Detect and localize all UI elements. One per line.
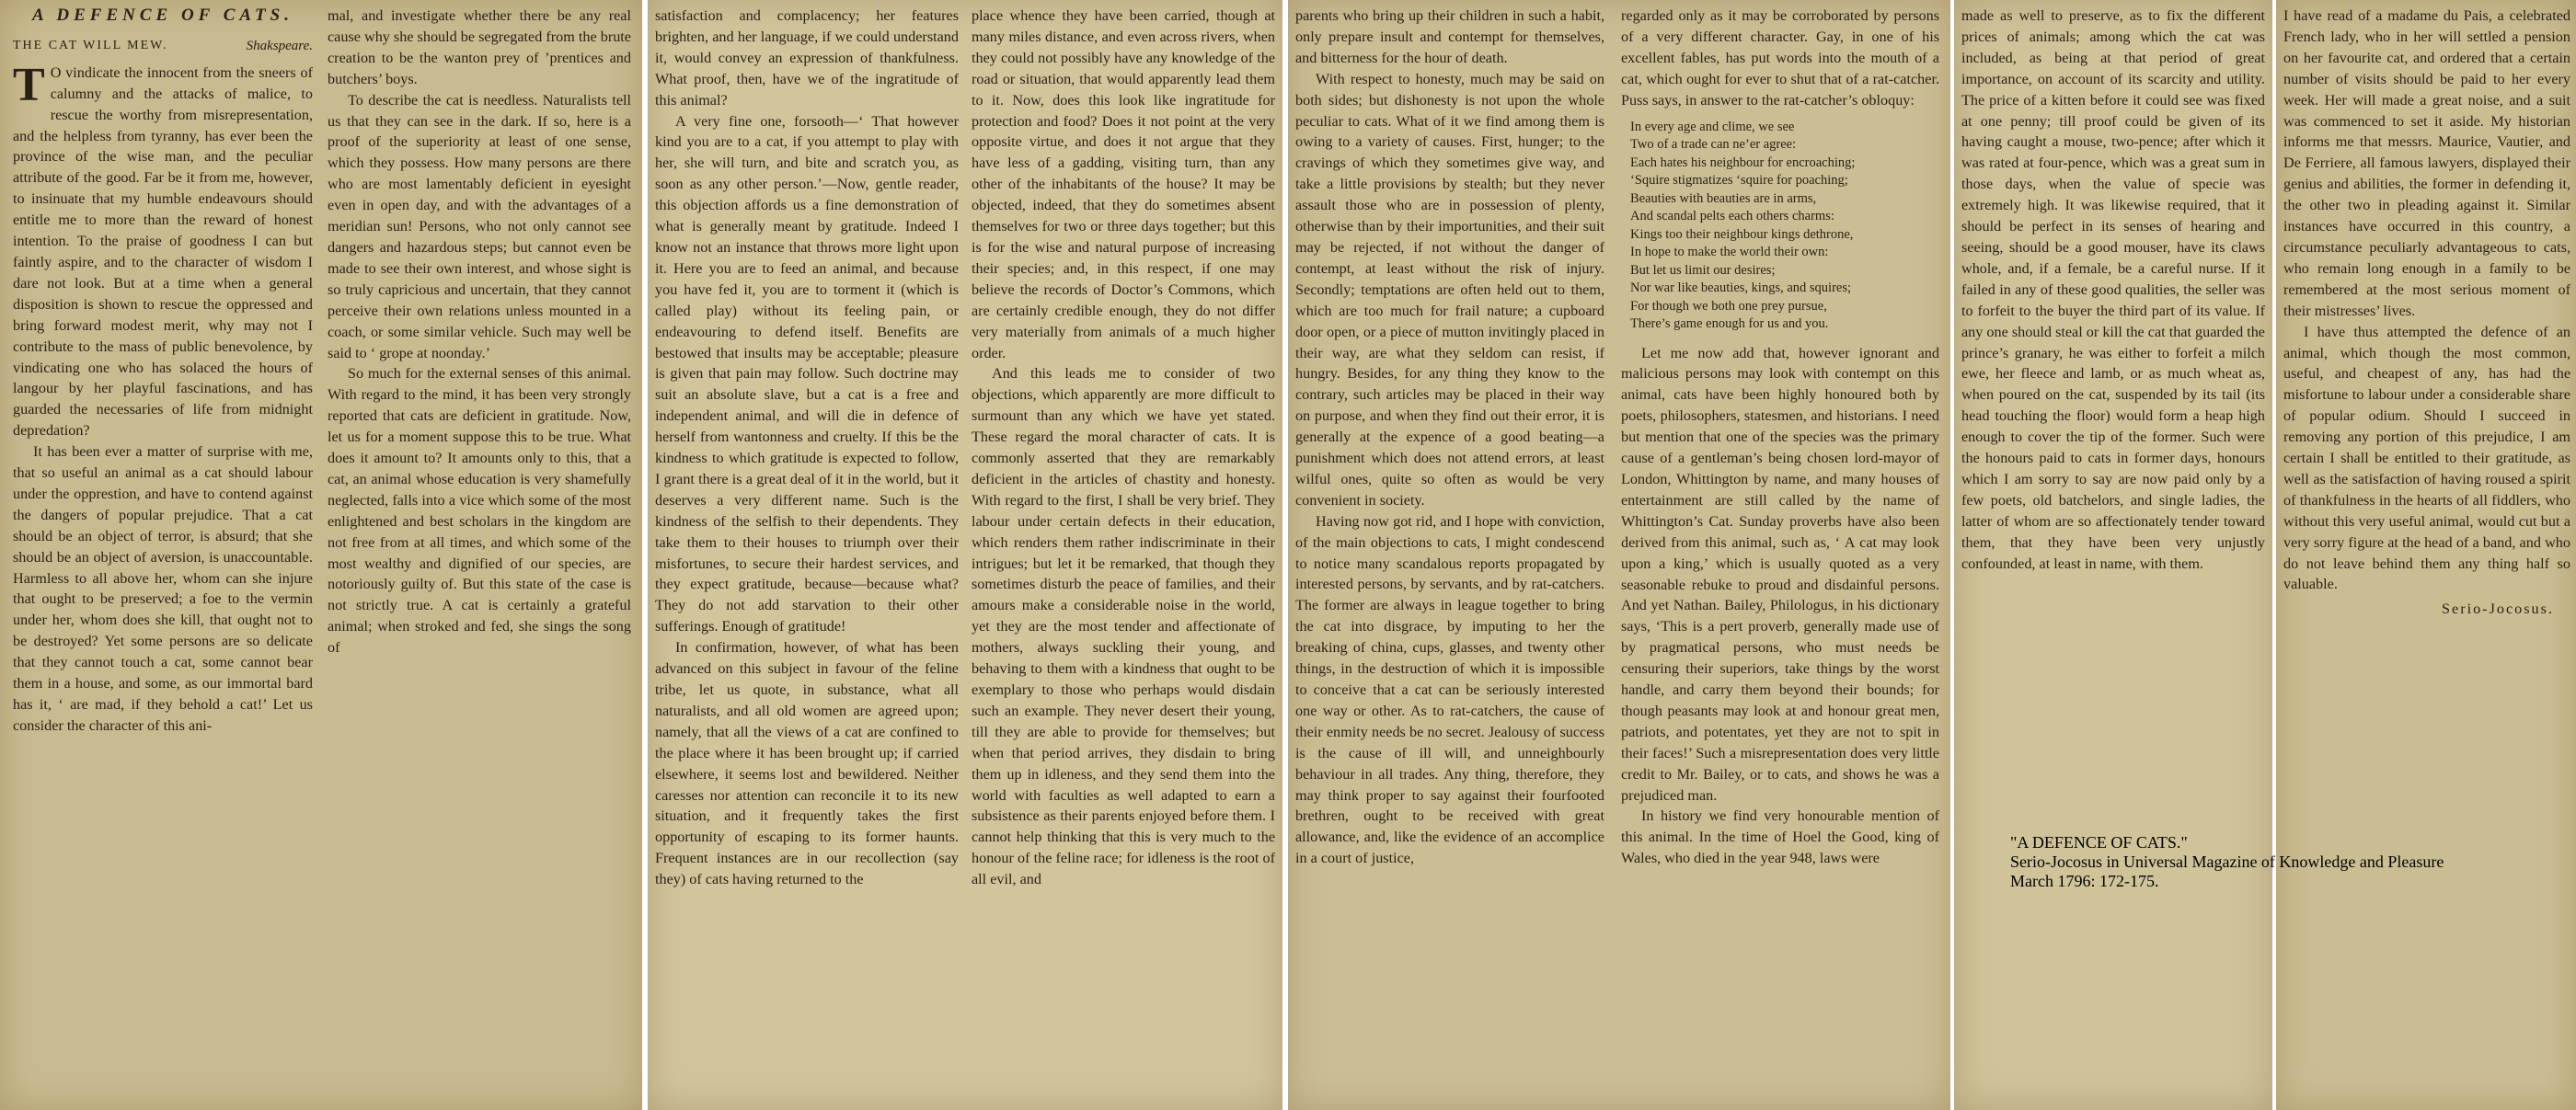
subtitle-text: THE CAT WILL MEW.: [13, 38, 168, 52]
paragraph: I have read of a madame du Pais, a celebrated French lady, who in her will settled a pension on her favourite cat, and ordered that a certain number of visits should be paid to her every week. Her will made a great noise, and a suit was commenced to set it aside. My historian informs me that messrs. Maurice, Vautier, and De Ferriere, all famous lawyers, displayed their genius and abilities, the former in defending it, the other two in pleading against it. Similar instances have occurred in this country, a circumstance peculiarly advantageous to cats, who remain long enough in a family to be remembered at the most serious moment of their mistresses’ lives.: [2283, 7, 2570, 319]
paragraph: It has been ever a matter of surprise with me, that so useful an animal as a cat should labour under the opprestion, and have to contend against the dangers of popular prejudice. That a cat should be an object of terror, is absurd; that she should be an object of aversion, is unaccountable. Harmless to all above her, whom can she injure that ought to be preserved; a foe to the vermin under her, whom does she kill, that ought not to be destroyed? Yet some persons are so delicate that they cannot touch a cat, some cannot bear them in a house, and some, as our immortal bard has it, ‘ are mad, if they behold a cat!’ Let us consider the character of this ani-: [13, 443, 313, 734]
poem-line: For though we both one prey pursue,: [1630, 298, 1827, 314]
poem: [1630, 119, 1939, 334]
poem-line: There’s game enough for us and you.: [1630, 316, 1829, 332]
caption-title: "A DEFENCE OF CATS.": [2010, 833, 2188, 852]
poem-line: In every age and clime, we see: [1630, 119, 1795, 134]
poem-line: In hope to make the world their own:: [1630, 245, 1829, 260]
source-caption: [2010, 833, 2562, 891]
paragraph: And this leads me to consider of two objections, which apparently are more difficult to surmount than any which we have yet stated. These regard the moral character of cats. It is commonly asserted that they are remarkably deficient in the articles of chastity and honesty. With regard to the first, I shall be very brief. They labour under certain defects in their education, which renders them rather indiscriminate in their intrigues; but let it be remarked, that though they sometimes disturb the peace of families, and their amours make a considerable noise in the world, yet they are the most tender and affectionate of mothers, always suckling their young, and behaving to them with a kindness that ought to be exemplary to those who perhaps would disdain such an example. They never desert their young, till they are able to provide for themselves; but when that period arrives, they disdain to bring them up in idleness, and they send them into the world with faculties as well adapted to earn a subsistence as their parents enjoyed before them. I cannot help thinking that this is very much to the honour of the feline race; for idleness is the root of all evil, and: [972, 365, 1275, 888]
paragraph: regarded only as it may be corroborated by persons of a very different character. Gay, in one of his excellent fables, has put words into the mouth of a cat, which ought for ever to shut that of a rat-catcher. Puss says, in answer to the rat-catcher’s obloquy:: [1621, 7, 1939, 109]
paragraph-text: O vindicate the innocent from the sneers of calumny and the attacks of malice, to rescue the worthy from misrepresentation, and the helpless from tyranny, has ever been the province of the wise man, and the peculiar attribute of the good. Far be it from me, however, to insinuate that my humble endeavours should entitle me to more than the reward of honest intention. To the praise of goodness I can but faintly aspire, and to the character of wisdom I dare not look. But at a time when a general disposition is shown to rescue the oppressed and bring forward modest merit, why may not I contribute to the mass of public benevolence, by vindicating one who has solaced the hours of langour by her playful fascinations, and has guarded the necessaries of life from midnight depredation?: [13, 63, 313, 440]
paragraph: Having now got rid, and I hope with conviction, of the main objections to cats, I might condescend to notice many scandalous reports propagated by interested persons, by servants, and by rat-catchers. The former are always in league together to bring the cat into disgrace, by imputing to her the breaking of china, cups, glasses, and twenty other things, in the destruction of which it is impossible to conceive that a cat can be seriously interested one way or other. As to rat-catchers, the cause of their enmity needs be no secret. Jealousy of success is the cause of ill will, and unneighbourly behaviour in all trades. Any thing, therefore, they may think proper to say against their fourfooted brethren, ought to be received with great allowance, and, like the evidence of an accomplice in a court of justice,: [1295, 512, 1604, 867]
column-4: [972, 6, 1275, 1105]
column-2: [328, 6, 631, 1105]
paragraph: satisfaction and complacency; her features brighten, and her language, if we could understand it, would convey an expression of thankfulness. What proof, then, have we of the ingratitude of this animal?: [655, 7, 959, 109]
paragraph: Let me now add that, however ignorant and malicious persons may look with contempt on this animal, cats have been highly honoured both by poets, philosophers, statesmen, and historians. I need but mention that one of the species was the primary cause of a gentleman’s being chosen lord-mayor of London, Whittington by name, and many houses of entertainment are still called by the name of Whittington’s Cat. Sunday proverbs have also been derived from this animal, such as, ‘ A cat may look upon a king,’ which is usually quoted as a very seasonable rebuke to proud and disdainful persons. And yet Nathan. Bailey, Philologus, in his dictionary says, ‘This is a pert proverb, generally made use of by pragmatical persons, who must needs be censuring their superiors, take things by the worst handle, and carry them beyond their bounds; for though peasants may look at and honour great men, patriots, and potentates, yet they are not to spit in their faces!’ Such a misrepresentation does very little credit to Mr. Bailey, or to cats, and shows he was a prejudiced man.: [1621, 344, 1939, 804]
caption-date: March 1796: 172-175.: [2010, 872, 2159, 890]
newsprint-strip-4: [1954, 0, 2272, 1110]
paragraph: parents who bring up their children in such a habit, only prepare insult and contempt for themselves, and bitterness for the hour of death.: [1295, 7, 1604, 66]
caption-source: Serio-Jocosus in Universal Magazine of Knowledge and Pleasure: [2010, 853, 2444, 871]
paragraph: I have thus attempted the defence of an animal, which though the most common, useful, and cheapest of any, has had the misfortune to labour under a considerable share of popular odium. Should I succeed in removing any portion of this prejudice, I am certain I shall be entitled to their gratitude, as well as the satisfaction of having roused a spirit of thankfulness in the hearts of all fiddlers, who without this very useful animal, would cut but a very sorry figure at the head of a band, and who do not leave behind them any thing half so valuable.: [2283, 323, 2570, 593]
paragraph: made as well to preserve, as to fix the different prices of animals; among which the cat was included, as being at that period of great importance, on account of its scarcity and utility. The price of a kitten before it could see was fixed at one penny; till proof could be given of its having caught a mouse, two-pence; after which it was rated at four-pence, which was a great sum in those days, when the value of specie was extremely high. It was likewise required, that it should be perfect in its senses of hearing and seeing, should be a good mouser, have its claws whole, and, if a female, be a careful nurse. If it failed in any of these good qualities, the seller was to forfeit to the buyer the third part of its value. If any one should steal or kill the cat that guarded the prince’s granary, he was either to forfeit a milch ewe, her fleece and lamb, or as much wheat as, when poured on the cat, suspended by its tail (its head touching the floor) would form a heap high enough to cover the tip of the former. Such were the honours paid to cats in former days, honours which I am sorry to say are now paid only by a few poets, old batchelors, and single ladies, the latter of whom are so affectionately tender toward them, that they have been very unjustly confounded, at least in name, with them.: [1961, 7, 2265, 572]
column-3: [655, 6, 959, 1105]
column-5: [1295, 6, 1604, 1105]
paragraph: mal, and investigate whether there be any real cause why she should be segregated from the brute creation to be the wanton prey of ’prentices and butchers’ boys.: [328, 7, 631, 87]
poem-line: Two of a trade can ne’er agree:: [1630, 137, 1797, 153]
paragraph: To describe the cat is needless. Naturalists tell us that they can see in the dark. If so, here is a proof of the superiority at least of one sense, which they possess. How many persons are there who are most lamentably deficient in eyesight even in open day, and with the advantages of a meridian sun! Persons, who not only cannot see dangers and hazardous steps; but cannot even be made to see their own interest, and whose sight is so truly capricious and uncertain, that they cannot perceive their own relations unless mounted in a coach, or some similar vehicle. Such may well be said to ‘ grope at noonday.’: [328, 91, 631, 361]
column-8: [2283, 6, 2570, 796]
paragraph: So much for the external senses of this animal. With regard to the mind, it has been very strongly reported that cats are deficient in gratitude. Now, let us for a moment suppose this to be true. What does it amount to? It amounts only to this, that a cat, an animal whose education is very shamefully neglected, falls into a vice which some of the most enlightened and best scholars in the kingdom are not free from at all times, and which some of the most wealthy and dignified of our species, are notoriously guilty of. But this state of the case is not strictly true. A cat is certainly a grateful animal; when stroked and fed, she sings the song of: [328, 365, 631, 657]
poem-line: Beauties with beauties are in arms,: [1630, 190, 1817, 206]
paragraph: With respect to honesty, much may be said on both sides; but dishonesty is not upon the whole peculiar to cats. What of it we find among them is owing to a variety of causes. First, hunger; to the cravings of which they sometimes give way, and take a little provisions by stealth; but they never assault those who are in possession of plenty, otherwise than by their importunities, and their suit may be rejected, if not without the danger of contempt, at least without the risk of injury. Secondly; temptations are often held out to them, which are too much for frail nature; a cupboard door open, or a piece of mutton invitingly placed in their way, are what they seldom can resist, if hungry. Besides, for any thing they know to the contrary, such articles may be placed in their way on purpose, and when they find out their error, it is generally at the expence of a good beating—a punishment which does not attend errors, at least wilful ones, quite so often as would be very convenient in society.: [1295, 70, 1604, 509]
poem-line: Nor war like beauties, kings, and squires;: [1630, 280, 1852, 296]
column-7: [1961, 6, 2265, 760]
newsprint-strip-3: [1288, 0, 1950, 1110]
paragraph: [13, 58, 313, 441]
poem-line: But let us limit our desires;: [1630, 262, 1776, 278]
poem-line: And scandal pelts each others charms:: [1630, 209, 1834, 224]
signature: Serio-Jocosus.: [2442, 601, 2554, 618]
newsprint-strip-1: [0, 0, 642, 1110]
drop-cap: T: [13, 58, 45, 111]
paragraph: place whence they have been carried, though at many miles distance, and even across rivers, when they could not possibly have any knowledge of the road or situation, that would apparently lead them to it. Now, does this look like ingratitude for protection and food? Does it not point at the very opposite virtue, and does it not argue that they have less of a gadding, visiting turn, than any other of the inhabitants of the house? It may be objected, indeed, that they do sometimes absent themselves for two or three days together; but this is for the wise and natural purpose of increasing their species; and, in this respect, if one may believe the records of Doctor’s Commons, which are certainly credible enough, they do not differ very materially from animals of a much higher order.: [972, 7, 1275, 361]
article-title: A DEFENCE OF CATS.: [32, 6, 293, 25]
poem-line: Kings too their neighbour kings dethrone,: [1630, 226, 1854, 242]
article-subtitle: [13, 36, 313, 57]
poem-line: Each hates his neighbour for encroaching;: [1630, 154, 1856, 170]
subtitle-author: Shakspeare.: [246, 38, 313, 53]
newsprint-strip-2: [648, 0, 1282, 1110]
poem-line: ‘Squire stigmatizes ‘squire for poaching;: [1630, 173, 1848, 189]
paragraph: In history we find very honourable mention of this animal. In the time of Hoel the Good, king of Wales, who died in the year 948, laws were: [1621, 807, 1939, 867]
paragraph: In confirmation, however, of what has been advanced on this subject in favour of the feline tribe, let us quote, in substance, what all naturalists, and all old women are agreed upon; namely, that all the views of a cat are confined to the place where it has been brought up; if carried elsewhere, it seems lost and bewildered. Neither caresses nor attention can reconcile it to its new situation, and it frequently takes the first opportunity of escaping to its former haunts. Frequent instances are in our recollection (say they) of cats having returned to the: [655, 639, 959, 888]
newsprint-strip-5: [2276, 0, 2576, 1110]
column-1: [13, 6, 313, 1105]
column-6: [1621, 6, 1939, 1105]
paragraph: A very fine one, forsooth—‘ That however kind you are to a cat, if you attempt to play with her, she will turn, and bite and scratch you, as soon as any other person.’—Now, gentle reader, this objection affords us a fine demonstration of what is generally meant by gratitude. Indeed I know not an instance that throws more light upon it. Here you are to feed an animal, and because you have fed it, you are to torment it (which is called play) without its feeling pain, or endeavouring to defend itself. Benefits are bestowed that insults may be acceptable; pleasure is given that pain may follow. Such doctrine may suit an absolute slave, but a cat is a free and independent animal, and will die in defence of herself from wantonness and cruelty. If this be the kindness to which gratitude is expected to follow, I grant there is a great deal of it in the world, but it deserves a very different name. Such is the kindness of the selfish to their dependents. They take them to their houses to triumph over their misfortunes, to secure their hardest services, and they expect gratitude, because—because what? They do not add starvation to their other sufferings. Enough of gratitude!: [655, 112, 959, 635]
